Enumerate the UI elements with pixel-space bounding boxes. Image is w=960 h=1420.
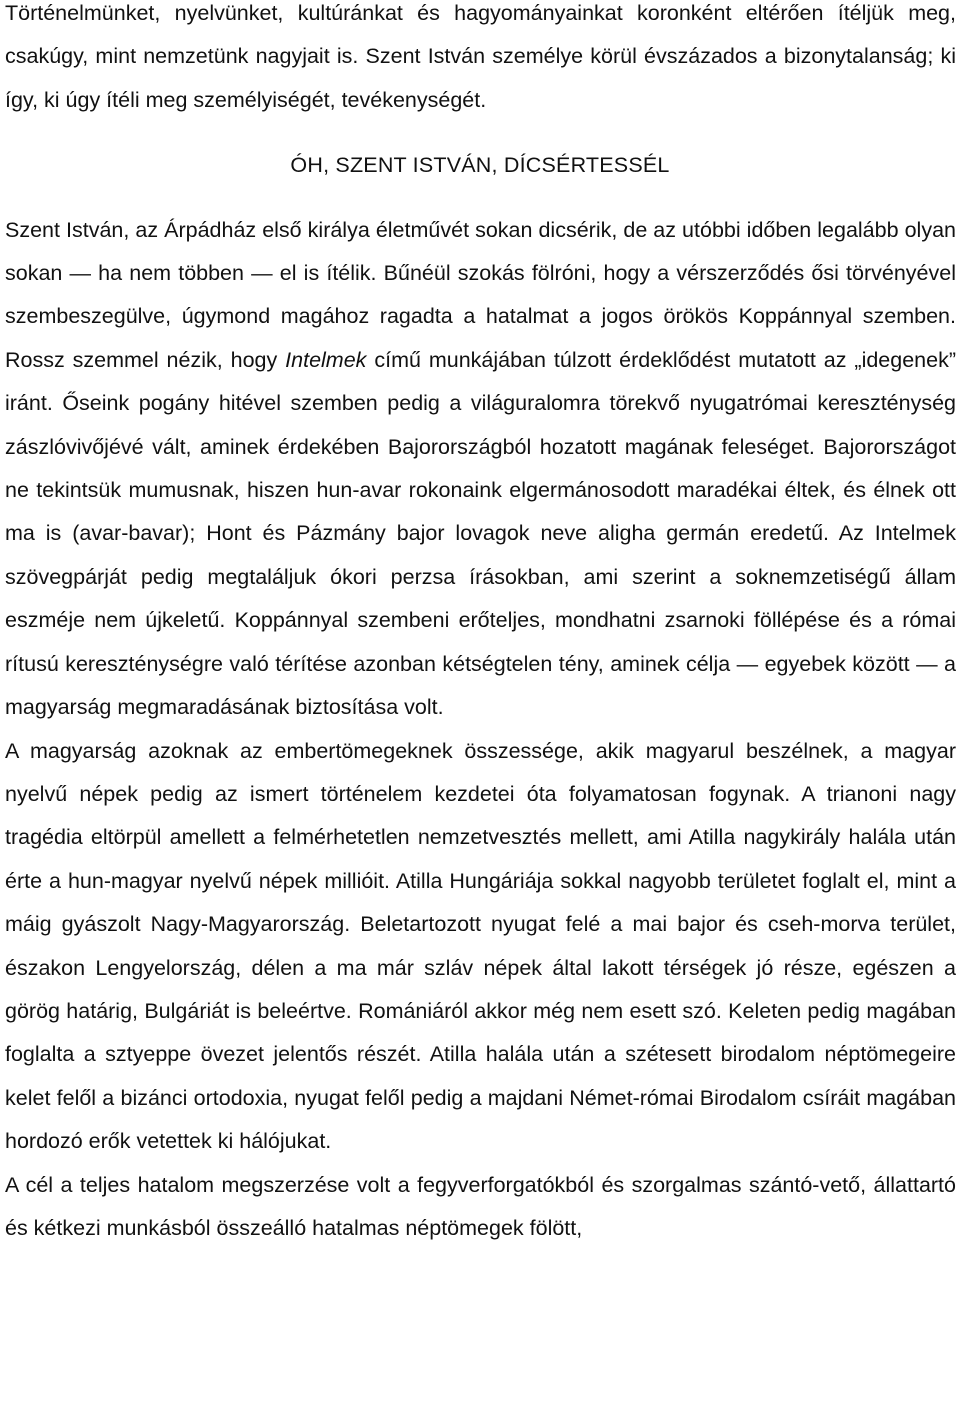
body-paragraph-3: A magyarság azoknak az embertömegeknek összessége, akik magyarul beszélnek, a magyar nyelvű népek pedig az ismert történelem kezdetei óta folyamatosan fogynak. A trianoni nagy tragédia eltörpül amellett a felmérhetetlen nemzetvesztés mellett, ami Atilla nagykirály halála után érte a hun-magyar nyelvű népek millióit. Atilla Hungáriája sokkal nagyobb területet foglalt el, mint a máig gyászolt Nagy-Magyarország. Beletartozott nyugat felé a mai bajor és cseh-morva terület, északon Lengyelország, délen a ma már szláv népek által lakott térségek jó része, egészen a görög határig, Bulgáriát is beleértve. Romániáról akkor még nem esett szó. Keleten pedig magában foglalta a sztyeppe övezet jelentős részét. Atilla halála után a szétesett birodalom néptömegeire kelet felől a bizánci ortodoxia, nyugat felől pedig a majdani Német-római Birodalom csíráit magában hordozó erők vetettek ki hálójukat. — [5, 738, 956, 1154]
section-heading: ÓH, SZENT ISTVÁN, DÍCSÉRTESSÉL — [290, 153, 670, 178]
body-paragraph-1 — [0, 209, 960, 730]
body-paragraph-1-start: Szent István, az Árpádház első királya életművét sokan dicsérik, de az utóbbi időben legalább olyan sokan — ha nem többen — el is ítélik. Bűnéül szokás fölróni, hogy a vérszerződés ősi törvényével szembeszegülve, úgymond magához ragadta a hatalmat a jogos örökös Koppánnyal szemben. Rossz szemmel nézik, hogy — [5, 217, 956, 372]
intro-paragraph: Történelmünket, nyelvünket, kultúránkat és hagyományainkat koronként eltérően ítéljük meg, csakúgy, mint nemzetünk nagyjait is. Szent István személye körül évszázados a bizonytalanság; ki így, ki úgy ítéli meg személyiségét, tevékenységét. — [5, 1, 956, 112]
body-paragraph-1-rest: című munkájában túlzott érdeklődést mutatott az „idegenek” iránt. Őseink pogány hitével szemben pedig a világuralomra törekvő nyugatrómai kereszténység zászlóvivőjévé vált, aminek érdekében Bajorországból hozatott magának feleséget. Bajorországot ne tekintsük mumusnak, hiszen hun-avar rokonaink elgermánosodott maradékai éltek, és élnek ott ma is (avar-bavar); Hont és Pázmány bajor lovagok neve aligha germán eredetű. Az Intelmek szövegpárját pedig megtaláljuk ókori perzsa írásokban, ami szerint a soknemzetiségű állam eszméje nem újkeletű. Koppánnyal szembeni erőteljes, mondhatni zsarnoki föllépése és a római rítusú kereszténységre való térítése azonban kétségtelen tény, aminek célja — egyebek között — a magyarság megmaradásának biztosítása volt. — [5, 347, 956, 720]
intelmek-title-italic: Intelmek — [285, 347, 367, 372]
body-paragraph-4: A cél a teljes hatalom megszerzése volt a fegyverforgatókból és szorgalmas szántó-vető, állattartó és kétkezi munkásból összeálló hatalmas néptömegek fölött, — [5, 1172, 956, 1240]
